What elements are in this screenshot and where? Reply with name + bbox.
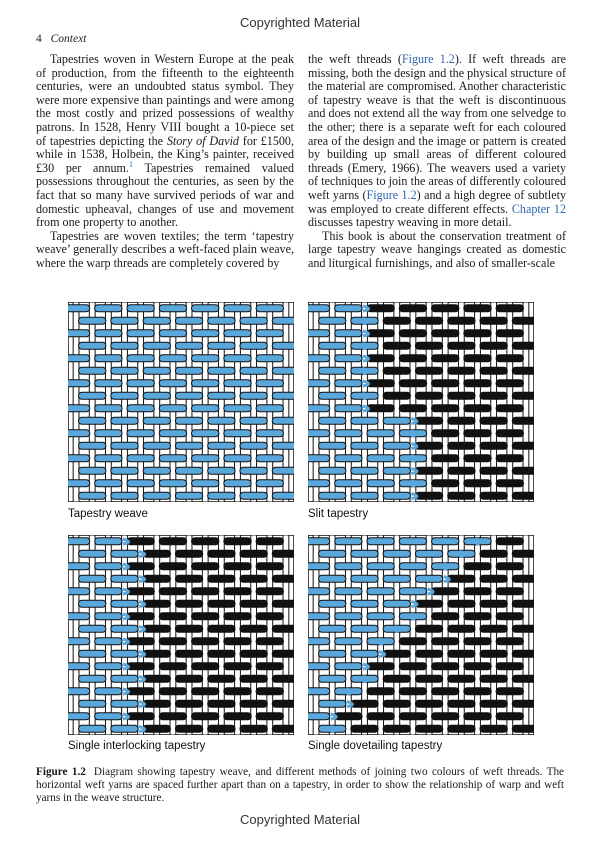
panel-label: Slit tapestry <box>308 508 369 520</box>
figure-caption <box>36 766 564 805</box>
caption-text: Diagram showing tapestry weave, and different methods of joining two colours of weft threads. The horizontal weft yarns are spaced further apart than on a tapestry, in order to show the relationship of warp and weft yarns in the weave structure. <box>36 766 564 804</box>
text-run: discusses tapestry weaving in more detail. <box>308 215 512 230</box>
weave-diagram-plain <box>68 302 294 502</box>
page-number: 4 <box>36 33 42 45</box>
chapter-link[interactable]: Chapter 12 <box>511 201 566 216</box>
panel-label: Single interlocking tapestry <box>68 740 206 752</box>
italic-title: Story of David <box>166 133 239 148</box>
panel-label: Tapestry weave <box>68 508 148 520</box>
figure-link[interactable]: Figure 1.2 <box>401 52 455 66</box>
text-run: Tapestries remained valued possessions throughout the centuries, as seen by the fact that so many have survived periods of war and domestic upheaval, changes of use and movement from one property to another. <box>36 160 294 230</box>
paragraph: Tapestries are woven textiles; the term ‘tapestry weave’ generally describes a weft-faced plain weave, where the warp threads are completely covered by <box>36 228 294 270</box>
caption-label: Figure 1.2 <box>36 766 86 778</box>
text-run: the weft threads ( <box>308 52 402 66</box>
watermark-top: Copyrighted Material <box>240 15 360 30</box>
text-run: ). If weft threads are missing, both the design and the physical structure of the material are compromised. Another characteristic of tapestry weave is that the weft is discontinuous and does not extend all the way from one selvedge to the other; there is a separate weft for each coloured area of the design and the image or pattern is created by building up small areas of different coloured threads (Emery, 1966). The weavers used a variety of techniques to join the areas of differently coloured weft yarns ( <box>308 52 566 202</box>
weave-diagram-interlocking <box>68 535 294 735</box>
section-title: Context <box>50 33 87 45</box>
paragraph <box>36 53 294 230</box>
figure-link[interactable]: Figure 1.2 <box>366 187 417 202</box>
paragraph: This book is about the conservation treatment of large tapestry weave hangings created as domestic and liturgical furnishings, and also of smaller-scale <box>308 228 566 270</box>
watermark-bottom: Copyrighted Material <box>240 812 360 827</box>
running-head <box>36 33 86 45</box>
left-column <box>36 53 294 271</box>
footnote-link[interactable]: 1 <box>128 159 133 169</box>
weave-diagram-dovetailing <box>308 535 534 735</box>
text-run: Tapestries woven in Western Europe at the peak of production, from the fifteenth to the eighteenth centuries, were an undoubted status symbol. They were more expensive than paintings and were among the most costly and prized possessions of wealthy patrons. In 1528, Henry VIII bought a 10-piece set of tapestries depicting the <box>36 52 294 148</box>
panel-label: Single dovetailing tapestry <box>308 740 443 752</box>
text-run: ) and a high degree of subtlety was employed to create different effects. <box>308 187 567 216</box>
paragraph <box>308 53 566 230</box>
weave-diagram-slit <box>308 302 534 502</box>
right-column <box>308 53 566 271</box>
text-run: for £1500, while in 1538, Holbein, the King’s painter, received £30 per annum. <box>36 133 294 175</box>
